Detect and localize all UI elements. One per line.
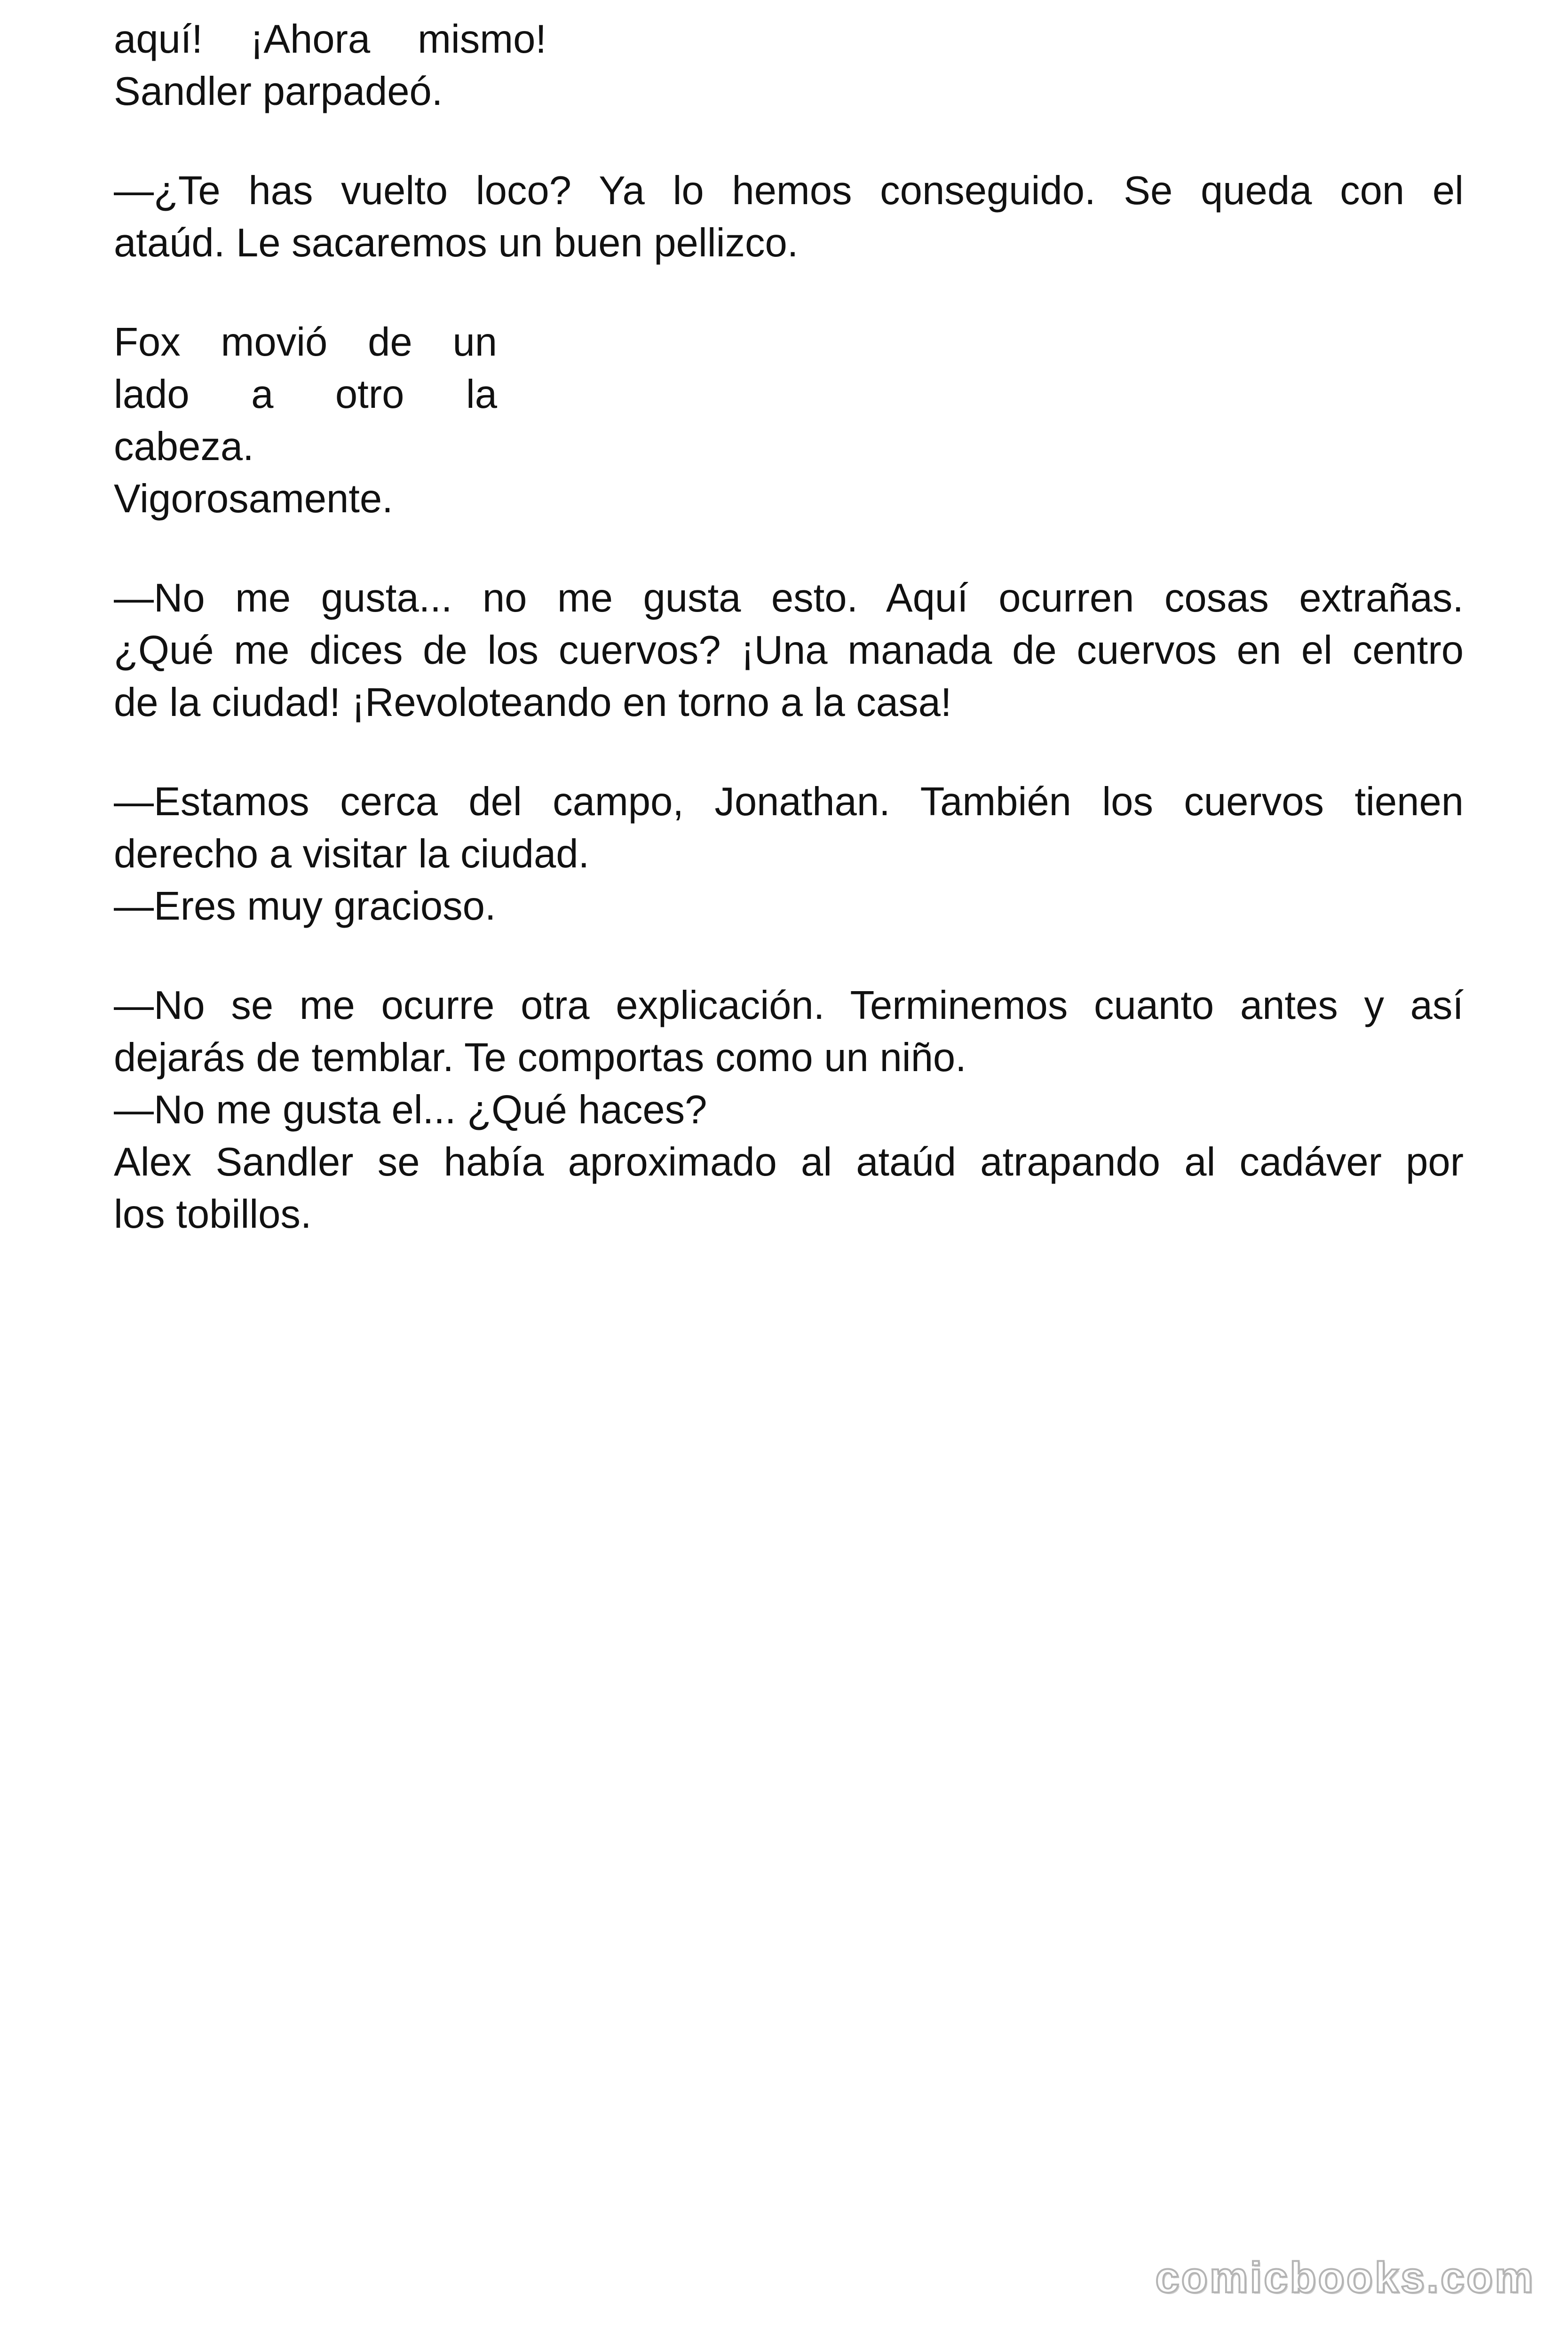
text-line: Vigorosamente. bbox=[114, 477, 393, 521]
text-line: cabeza. bbox=[114, 424, 254, 469]
text-line: Sandler parpadeó. bbox=[114, 69, 443, 114]
text-line: de la ciudad! ¡Revoloteando en torno a la casa! bbox=[114, 680, 952, 725]
text-line: —No me gusta el... ¿Qué haces? bbox=[114, 1088, 707, 1132]
body-text bbox=[114, 13, 1464, 1287]
text-line: ¿Qué me dices de los cuervos? ¡Una manada de cuervos en el centro bbox=[114, 628, 1464, 673]
text-line: aquí! ¡Ahora mismo! bbox=[114, 17, 546, 62]
text-line: Fox movió de un bbox=[114, 320, 497, 365]
text-line: —Eres muy gracioso. bbox=[114, 884, 496, 929]
paragraph-3 bbox=[114, 316, 497, 525]
paragraph-1 bbox=[114, 13, 1464, 118]
text-line: —Estamos cerca del campo, Jonathan. También los cuervos tienen bbox=[114, 779, 1464, 824]
paragraph-6 bbox=[114, 979, 1464, 1240]
text-line: —¿Te has vuelto loco? Ya lo hemos conseguido. Se queda con el bbox=[114, 168, 1464, 213]
text-line: —No se me ocurre otra explicación. Terminemos cuanto antes y así bbox=[114, 983, 1464, 1028]
text-line: derecho a visitar la ciudad. bbox=[114, 832, 590, 876]
paragraph-2 bbox=[114, 165, 1464, 269]
text-line: los tobillos. bbox=[114, 1192, 312, 1237]
text-line: dejarás de temblar. Te comportas como un niño. bbox=[114, 1035, 966, 1080]
text-line: —No me gusta... no me gusta esto. Aquí ocurren cosas extrañas. bbox=[114, 576, 1464, 620]
paragraph-5 bbox=[114, 776, 1464, 932]
text-line: lado a otro la bbox=[114, 372, 497, 417]
text-line: ataúd. Le sacaremos un buen pellizco. bbox=[114, 221, 799, 265]
paragraph-4 bbox=[114, 572, 1464, 729]
watermark-logo: comicbooks.com bbox=[1155, 2254, 1535, 2302]
text-line: Alex Sandler se había aproximado al ataúd atrapando al cadáver por bbox=[114, 1140, 1464, 1184]
